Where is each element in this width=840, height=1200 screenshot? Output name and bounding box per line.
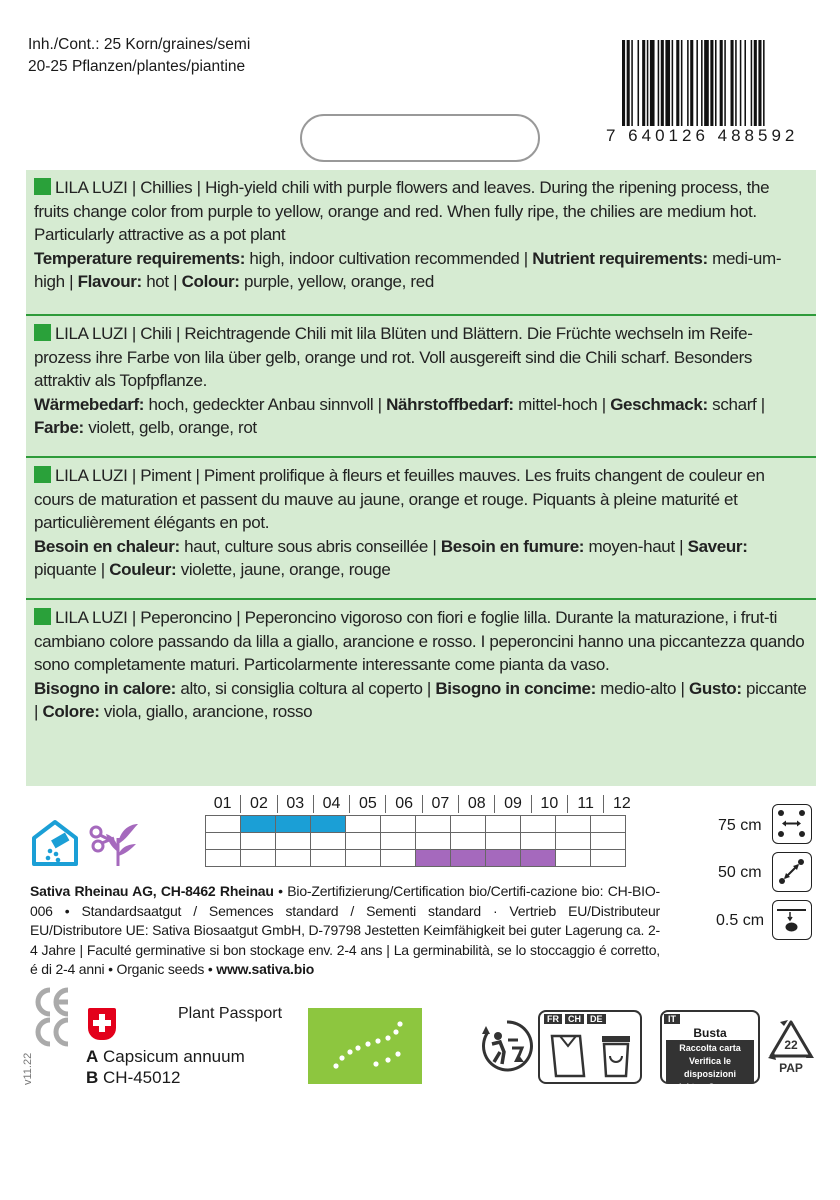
sowing-depth-icon: [772, 900, 812, 940]
calendar-cell: [381, 816, 416, 833]
section-key: Besoin en fumure:: [440, 536, 585, 556]
calendar-cell: [311, 833, 346, 850]
section-key: Gusto:: [688, 678, 742, 698]
pap-recycling-icon: [766, 1018, 816, 1076]
section-lead: LILA LUZI | Peperoncino | Peperoncino vigoroso con fiori e foglie lilla. Durante la maturazione, i frut-ti cambiano colore passando da lilla a giallo, arancione e rosso. I peperoncini hanno una piccantezza quando sono completamente maturi. Particolarmente interessante come pianta da vaso.: [34, 608, 805, 674]
calendar-cell: [556, 816, 591, 833]
barcode-bar: [720, 40, 723, 132]
green-square-icon: [34, 178, 51, 195]
barcode-bar: [731, 40, 734, 132]
passport-line-b: [86, 1068, 181, 1088]
barcode-bar: [661, 40, 664, 132]
section-key: Besoin en chaleur:: [34, 536, 180, 556]
country-it: IT: [664, 1014, 680, 1024]
section-value: high, indoor cultivation recommended |: [245, 248, 533, 268]
plant-spacing-label: 50 cm: [718, 864, 762, 881]
calendar-cell: [486, 816, 521, 833]
calendar-cell: [521, 833, 556, 850]
calendar-cell: [241, 833, 276, 850]
section-key: Bisogno in calore:: [34, 678, 176, 698]
eu-star: [373, 1061, 378, 1066]
calendar-cell: [556, 833, 591, 850]
content-info: [28, 34, 250, 78]
country-de: DE: [587, 1014, 606, 1024]
calendar-cell: [521, 850, 556, 867]
calendar-cell: [276, 816, 311, 833]
calendar-cell: [346, 816, 381, 833]
calendar-row: [206, 833, 626, 850]
plant-spacing-icon: [772, 852, 812, 892]
month-label: 11: [567, 795, 603, 813]
eu-star: [333, 1063, 338, 1068]
calendar-cell: [276, 833, 311, 850]
calendar-cell: [241, 816, 276, 833]
eu-star: [365, 1041, 370, 1046]
barcode-bar: [631, 40, 633, 132]
calendar-cell: [591, 816, 626, 833]
barcode-digits: 7 640126 488592: [606, 126, 799, 145]
calendar-cell: [451, 850, 486, 867]
section-value: piccante |: [34, 678, 807, 721]
section-value: mittel-hoch |: [513, 394, 611, 414]
section-key: Wärmebedarf:: [34, 394, 145, 414]
sorting-info-box: [538, 1010, 642, 1084]
section-lead: LILA LUZI | Piment | Piment prolifique à fleurs et feuilles mauves. Les fruits changent de couleur en cours de maturation et passent du mauve au jaune, orange et rouge. Piquants à pleine maturité et particulièrement élégants en pot.: [34, 466, 765, 532]
eu-star: [375, 1038, 380, 1043]
barcode-bar: [647, 40, 649, 132]
row-spacing-icon: [772, 804, 812, 844]
section-value: piquante |: [34, 560, 110, 579]
passport-value: Capsicum annuum: [103, 1047, 245, 1066]
passport-label: A: [86, 1047, 99, 1066]
calendar-cell: [486, 850, 521, 867]
green-square-icon: [34, 608, 51, 625]
calendar-cell: [311, 816, 346, 833]
barcode-bar: [658, 40, 660, 132]
calendar-cell: [206, 833, 241, 850]
calendar-cell: [276, 850, 311, 867]
pap-number: 22: [784, 1038, 798, 1052]
eu-star: [385, 1035, 390, 1040]
barcode-bar: [740, 40, 742, 132]
section-value: viola, giallo, arancione, rosso: [99, 702, 313, 721]
sowing-depth-label: 0.5 cm: [716, 912, 765, 929]
barcode-bar: [638, 40, 640, 132]
pap-label: PAP: [779, 1061, 803, 1075]
section-key: Colour:: [181, 272, 240, 291]
content-line-1: Inh./Cont.: 25 Korn/graines/semi: [28, 36, 251, 53]
calendar-cell: [556, 850, 591, 867]
month-label: 10: [531, 795, 567, 813]
triman-icon: [478, 1018, 536, 1074]
barcode-bar: [690, 40, 693, 132]
eu-star: [339, 1055, 344, 1060]
country-ch: CH: [565, 1014, 584, 1024]
section-value: medio-alto |: [595, 678, 689, 698]
section-key: Bisogno in concime:: [435, 678, 596, 698]
section-key: Geschmack:: [610, 394, 708, 414]
calendar-row: [206, 816, 626, 833]
section-value: hoch, gedeckter Anbau sinnvoll |: [144, 394, 387, 414]
calendar-cell: [486, 833, 521, 850]
barcode-bar: [715, 40, 717, 132]
section-value: violett, gelb, orange, rot: [83, 418, 257, 437]
section-value: haut, culture sous abris conseillée |: [179, 536, 441, 556]
version-label: v11.22: [22, 1052, 34, 1085]
section-key: Temperature requirements:: [34, 248, 246, 268]
barcode-bar: [724, 40, 726, 132]
month-label: 12: [603, 795, 639, 813]
calendar-cell: [206, 816, 241, 833]
barcode-bar: [704, 40, 709, 132]
calendar-cell: [311, 850, 346, 867]
barcode-bar: [687, 40, 689, 132]
sowing-indoor-icon: [30, 818, 80, 868]
ce-mark-icon: [30, 986, 72, 1046]
month-label: 08: [458, 795, 494, 813]
month-label: 07: [422, 795, 458, 813]
row-spacing-label: 75 cm: [718, 817, 762, 834]
calendar-months: [205, 795, 640, 813]
section-de: [26, 316, 816, 446]
section-it: [26, 600, 816, 730]
barcode-bar: [701, 40, 703, 132]
barcode-bar: [710, 40, 713, 132]
month-label: 06: [385, 795, 421, 813]
calendar-cell: [521, 816, 556, 833]
barcode-bar: [650, 40, 655, 132]
month-label: 02: [240, 795, 276, 813]
section-lead: LILA LUZI | Chillies | High-yield chili with purple flowers and leaves. During the ripening process, the fruits change color from purple to yellow, orange and red. When fully ripe, the chilies are medium hot. Particularly attractive as a pot plant: [34, 178, 770, 244]
passport-value: CH-45012: [103, 1068, 181, 1087]
eu-star: [385, 1057, 390, 1062]
section-value: medi-um-high |: [34, 248, 782, 291]
calendar-cell: [591, 850, 626, 867]
barcode-bar: [672, 40, 674, 132]
section-key: Saveur:: [687, 536, 748, 556]
section-en: [26, 170, 816, 300]
month-label: 01: [213, 795, 232, 812]
calendar-cell: [381, 833, 416, 850]
section-key: Nutrient requirements:: [532, 248, 708, 268]
paper-sachet-icon: [550, 1032, 586, 1078]
calendar-cell: [451, 816, 486, 833]
month-label: 04: [313, 795, 349, 813]
section-value: scharf |: [707, 394, 765, 414]
calendar-cell: [346, 833, 381, 850]
section-lead: LILA LUZI | Chili | Reichtragende Chili mit lila Blüten und Blättern. Die Früchte wechseln im Reife-prozess ihre Farbe von lila über gelb, orange und rot. Voll ausgereift sind die Chili scharf. Besonders attraktiv als Topfpflanze.: [34, 324, 753, 390]
barcode-bar: [754, 40, 757, 132]
section-key: Flavour:: [77, 272, 142, 291]
barcode-bar: [735, 40, 737, 132]
busta-title: Busta: [693, 1026, 727, 1040]
section-key: Nährstoffbedarf:: [386, 394, 514, 414]
calendar-cell: [206, 850, 241, 867]
barcode-bar: [744, 40, 746, 132]
barcode-bar: [676, 40, 679, 132]
busta-line: Raccolta carta: [679, 1043, 741, 1053]
calendar-cell: [591, 833, 626, 850]
month-label: 09: [494, 795, 530, 813]
calendar-cell: [416, 850, 451, 867]
section-key: Colore:: [42, 702, 100, 721]
month-label: 05: [349, 795, 385, 813]
calendar-cell: [416, 816, 451, 833]
busta-line: del tuo Comune: [676, 1082, 744, 1092]
green-square-icon: [34, 466, 51, 483]
calendar-cell: [241, 850, 276, 867]
barcode-bar: [681, 40, 683, 132]
swiss-flag-icon: [88, 1008, 116, 1040]
italy-sorting-box: [660, 1010, 760, 1092]
section-key: Farbe:: [34, 418, 84, 437]
barcode-bar: [642, 40, 645, 132]
section-value: moyen-haut |: [584, 536, 688, 556]
section-value: alto, si consiglia coltura al coperto |: [176, 678, 436, 698]
eu-star: [397, 1021, 402, 1026]
green-square-icon: [34, 324, 51, 341]
calendar-cell: [381, 850, 416, 867]
busta-line: Verifica le disposizioni: [683, 1056, 736, 1079]
calendar-cell: [346, 850, 381, 867]
passport-label: B: [86, 1068, 99, 1087]
content-line-2: 20-25 Pflanzen/plantes/piantine: [28, 58, 246, 75]
barcode-bar: [758, 40, 761, 132]
plant-passport-title: Plant Passport: [178, 1005, 283, 1022]
eu-star: [395, 1051, 400, 1056]
hanger-hole: [300, 114, 540, 162]
eu-star: [347, 1049, 352, 1054]
section-value: purple, yellow, orange, red: [239, 272, 434, 291]
barcode-bar: [751, 40, 753, 132]
section-value: violette, jaune, orange, rouge: [176, 560, 391, 579]
calendar-cell: [451, 833, 486, 850]
country-fr: FR: [544, 1014, 562, 1024]
paper-bin-icon: [598, 1032, 634, 1078]
description-box: [26, 170, 816, 786]
month-label: 03: [277, 795, 313, 813]
section-value: hot |: [141, 272, 182, 291]
producer-info: [30, 882, 660, 980]
sowing-calendar: [205, 815, 626, 867]
harvest-scissors-icon: [88, 818, 142, 870]
eu-star: [393, 1029, 398, 1034]
producer-website: www.sativa.bio: [216, 961, 315, 977]
eu-organic-logo: [308, 1008, 422, 1084]
eu-star: [355, 1045, 360, 1050]
busta-instructions: [666, 1040, 754, 1092]
calendar-cell: [416, 833, 451, 850]
producer-name: Sativa Rheinau AG, CH-8462 Rheinau: [30, 883, 274, 899]
section-fr: [26, 458, 816, 588]
calendar-row: [206, 850, 626, 867]
barcode-bar: [665, 40, 670, 132]
producer-text: • Bio-Zertifizierung/Certification bio/Certifi-cazione bio: CH-BIO-006 • Standardsaatgut / Semences standard / Sementi standard · Vertrieb EU/Distributeur EU/Distributore UE: Sativa Biosaatgut GmbH, D-79798 Jestetten Keimfähigkeit bei guter Lagerung ca. 2-4 Jahre | Faculté germinative si bon stockage env. 2-4 ans | La germinabilità, se lo stoccaggio é corretto, é di 2-4 anni • Organic seeds •: [30, 883, 661, 977]
passport-line-a: [86, 1047, 245, 1067]
section-key: Couleur:: [109, 560, 177, 579]
